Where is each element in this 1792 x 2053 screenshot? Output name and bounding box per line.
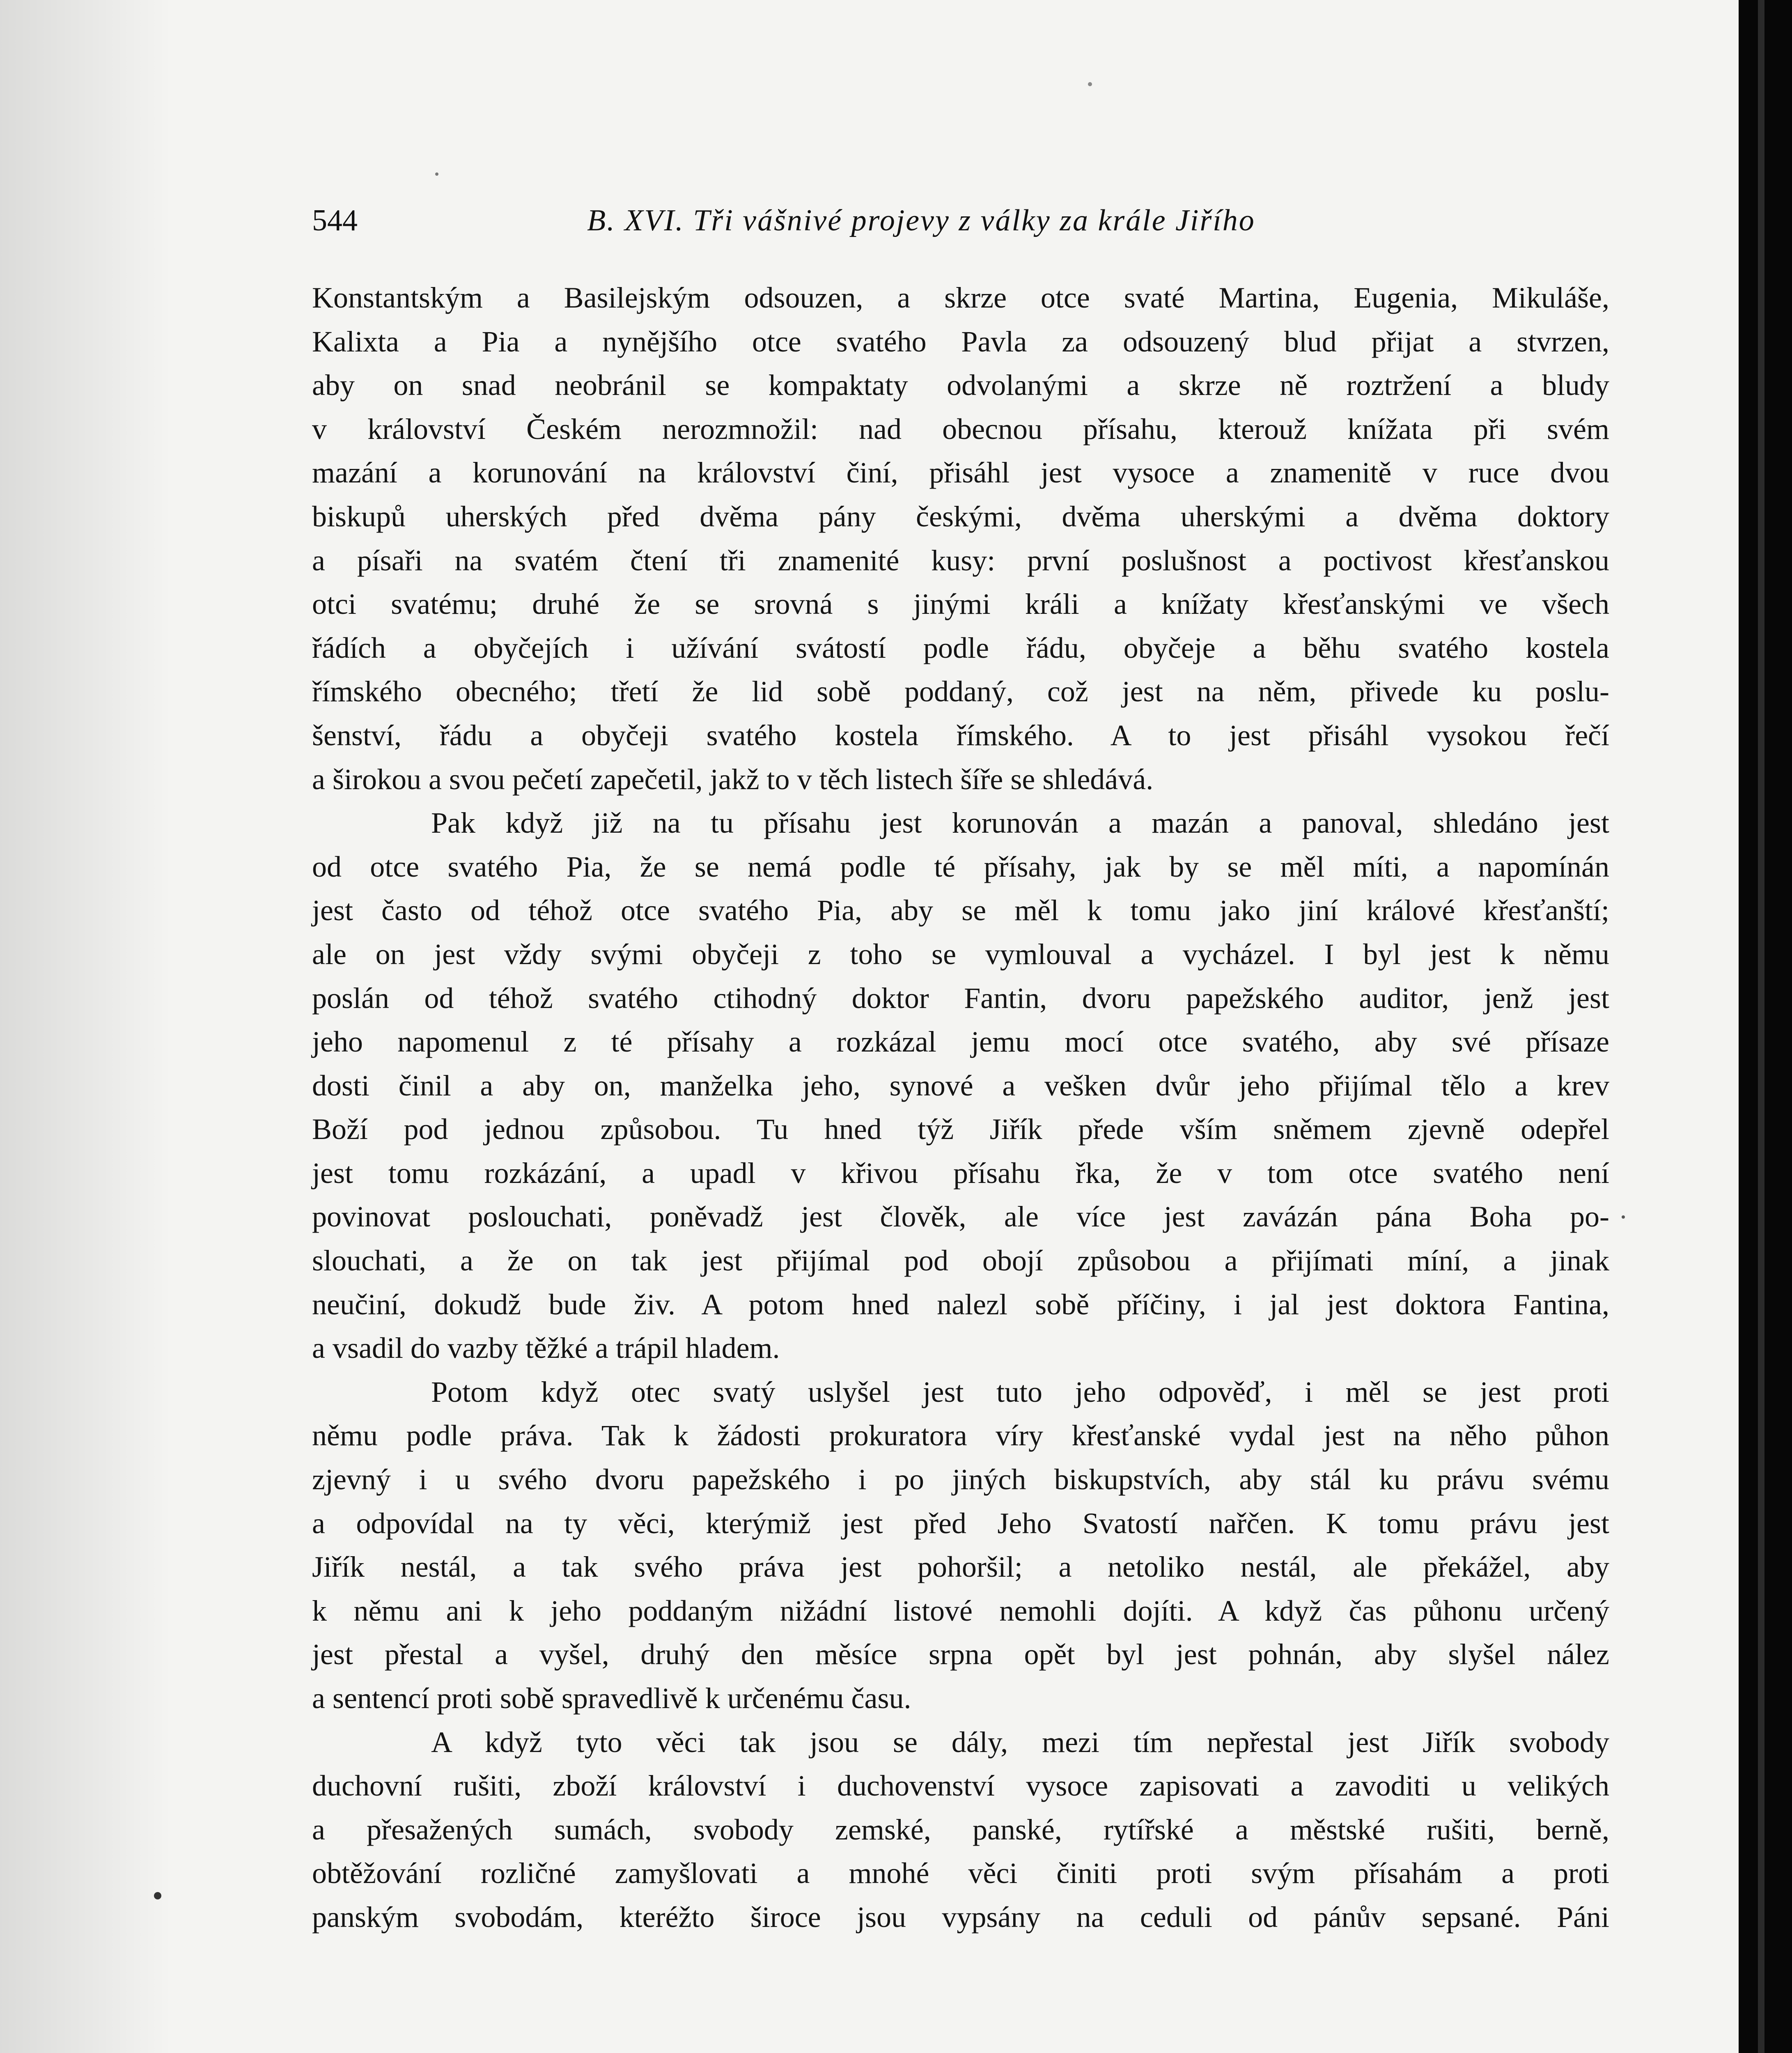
text-line: jeho napomenul z té přísahy a rozkázal jemu mocí otce svatého, aby své přísaze — [312, 1025, 1609, 1059]
text-line: a písaři na svatém čtení tři znamenité kusy: první poslušnost a poctivost křesťanskou — [312, 544, 1609, 577]
text-line: panským svobodám, kteréžto široce jsou vypsány na ceduli od pánův sepsané. Páni — [312, 1900, 1609, 1934]
text-line: Kalixta a Pia a nynějšího otce svatého Pavla za odsouzený blud přijat a stvrzen, — [312, 325, 1609, 358]
text-line: k němu ani k jeho poddaným nižádní listové nemohli dojíti. A když čas půhonu určený — [312, 1594, 1609, 1627]
text-line: šenství, řádu a obyčeji svatého kostela římského. A to jest přisáhl vysokou řečí — [312, 719, 1609, 752]
text-line: ale on jest vždy svými obyčeji z toho se vymlouval a vycházel. I byl jest k němu — [312, 937, 1609, 971]
scan-edge-line — [1758, 0, 1764, 2053]
text-line: jest přestal a vyšel, druhý den měsíce srpna opět byl jest pohnán, aby slyšel nález — [312, 1638, 1609, 1671]
text-line: mazání a korunování na království činí, přisáhl jest vysoce a znamenitě v ruce dvou — [312, 456, 1609, 489]
text-line: biskupů uherských před dvěma pány českými, dvěma uherskými a dvěma doktory — [312, 500, 1609, 533]
text-line: němu podle práva. Tak k žádosti prokuratora víry křesťanské vydal jest na něho půhon — [312, 1419, 1609, 1452]
text-line: a odpovídal na ty věci, kterýmiž jest před Jeho Svatostí nařčen. K tomu právu jest — [312, 1506, 1609, 1540]
text-line: a přesažených sumách, svobody zemské, panské, rytířské a městské rušiti, berně, — [312, 1813, 1609, 1846]
scan-edge-border — [1739, 0, 1792, 2053]
running-title: B. XVI. Tři vášnivé projevy z války za krále Jiřího — [587, 204, 1255, 237]
scan-speck — [154, 1892, 161, 1899]
text-line: v království Českém nerozmnožil: nad obecnou přísahu, kterouž knížata při svém — [312, 412, 1609, 446]
text-line: zjevný i u svého dvoru papežského i po jiných biskupstvích, aby stál ku právu svému — [312, 1463, 1609, 1496]
page-number: 544 — [312, 204, 358, 237]
text-line: a širokou a svou pečetí zapečetil, jakž to v těch listech šíře se shledává. — [312, 762, 1154, 796]
text-line: duchovní rušiti, zboží království i duchovenství vysoce zapisovati a zavoditi u velikých — [312, 1769, 1609, 1803]
text-line: řádích a obyčejích i užívání svátostí podle řádu, obyčeje a běhu svatého kostela — [312, 631, 1609, 664]
text-line: A když tyto věci tak jsou se dály, mezi tím nepřestal jest Jiřík svobody — [431, 1725, 1609, 1759]
body-text — [312, 276, 1609, 1939]
text-line: Pak když již na tu přísahu jest korunován a mazán a panoval, shledáno jest — [431, 806, 1609, 840]
text-line: otci svatému; druhé že se srovná s jinými králi a knížaty křesťanskými ve všech — [312, 588, 1609, 621]
text-line: jest často od téhož otce svatého Pia, aby se měl k tomu jako jiní králové křesťanští; — [312, 894, 1609, 927]
text-line: obtěžování rozličné zamyšlovati a mnohé věci činiti proti svým přísahám a proti — [312, 1857, 1609, 1890]
text-line: poslán od téhož svatého ctihodný doktor Fantin, dvoru papežského auditor, jenž jest — [312, 981, 1609, 1015]
scan-speck — [1088, 82, 1092, 86]
text-line: slouchati, a že on tak jest přijímal pod obojí způsobou a přijímati míní, a jinak — [312, 1244, 1609, 1277]
text-line: neučiní, dokudž bude živ. A potom hned nalezl sobě příčiny, i jal jest doktora Fantina, — [312, 1288, 1609, 1321]
running-header — [312, 203, 1314, 253]
text-line: od otce svatého Pia, že se nemá podle té přísahy, jak by se měl míti, a napomínán — [312, 850, 1609, 883]
text-line: a sentencí proti sobě spravedlivě k určenému času. — [312, 1682, 911, 1715]
text-line: povinovat poslouchati, poněvadž jest člověk, ale více jest zavázán pána Boha po- — [312, 1200, 1609, 1233]
text-line: Konstantským a Basilejským odsouzen, a skrze otce svaté Martina, Eugenia, Mikuláše, — [312, 281, 1609, 314]
scan-speck — [1622, 1215, 1625, 1219]
text-line: Boží pod jednou způsobou. Tu hned týž Jiřík přede vším sněmem zjevně odepřel — [312, 1113, 1609, 1146]
text-line: římského obecného; třetí že lid sobě poddaný, což jest na něm, přivede ku poslu- — [312, 675, 1609, 708]
text-line: Jiřík nestál, a tak svého práva jest pohoršil; a netoliko nestál, ale překážel, aby — [312, 1550, 1609, 1584]
text-line: aby on snad neobránil se kompaktaty odvolanými a skrze ně roztržení a bludy — [312, 369, 1609, 402]
text-line: Potom když otec svatý uslyšel jest tuto jeho odpověď, i měl se jest proti — [431, 1375, 1609, 1408]
text-line: jest tomu rozkázání, a upadl v křivou přísahu řka, že v tom otce svatého není — [312, 1156, 1609, 1190]
scan-speck — [435, 172, 438, 176]
scan-shading — [0, 0, 172, 2053]
text-line: dosti činil a aby on, manželka jeho, synové a vešken dvůr jeho přijímal tělo a krev — [312, 1069, 1609, 1102]
text-line: a vsadil do vazby těžké a trápil hladem. — [312, 1332, 780, 1365]
